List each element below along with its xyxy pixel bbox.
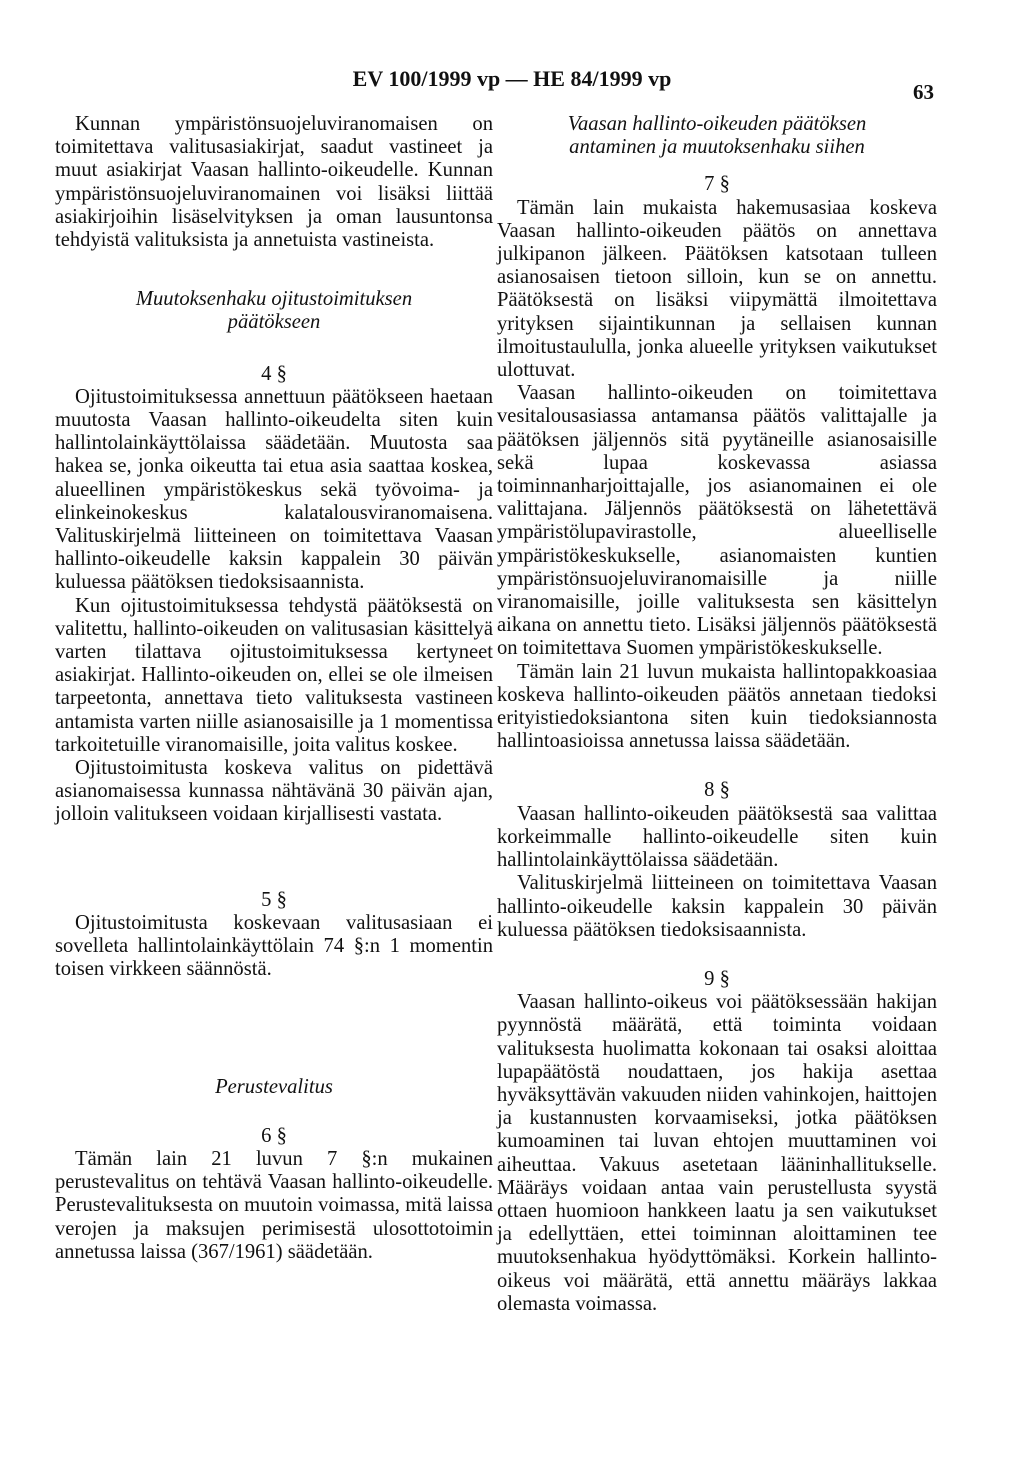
section-heading: Perustevalitus	[215, 1075, 333, 1098]
paragraph: Kun ojitustoimituksessa tehdystä päätöksestä on valitettu, hallinto-oikeuden on valitusasian käsittelyä varten tilattava ojitustoimituksessa kertyneet asiakirjat. Hallinto-oikeuden on, ellei se ole ilmeisen tarpeetonta, annettava tieto valituksesta vastineen antamista varten niille asianosaisille ja 1 momentissa tarkoitetuille viranomaisille, joita valitus koskee.	[55, 594, 493, 756]
document-reference: EV 100/1999 vp — HE 84/1999 vp	[352, 66, 672, 91]
section-number: 7 §	[704, 173, 730, 196]
section-number: 4 §	[261, 362, 287, 385]
page-number: 63	[913, 80, 934, 104]
paragraph: Ojitustoimituksessa annettuun päätökseen haetaan muutosta Vaasan hallinto-oikeudelta siten kuin hallintolainkäyttölaissa säädetään. Muutosta saa hakea se, jonka oikeutta tai etua asia saattaa koskea, alueellinen ympäristökeskus sekä työvoima- ja elinkeinokeskus kalatalousviranomaisena. Valituskirjelmä liitteineen on toimitettava Vaasan hallinto-oikeudelle kaksin kappalein 30 päivän kuluessa päätöksen tiedoksisaannista.	[55, 385, 493, 594]
paragraph: Kunnan ympäristönsuojeluviranomaisen on toimitettava valitusasiakirjat, saadut vastineet ja muut asiakirjat Vaasan hallinto-oikeudelle. Kunnan ympäristönsuojeluviranomainen voi lisäksi liittää asiakirjoihin lisäselvityksen ja oman lausuntonsa tehdyistä valituksista ja annetuista vastineista.	[55, 113, 493, 252]
section-number: 8 §	[704, 779, 730, 802]
paragraph: Vaasan hallinto-oikeuden päätöksestä saa valittaa korkeimmalle hallinto-oikeudelle siten kuin hallintolainkäyttölaissa säädetään.	[497, 802, 937, 872]
section-number: 5 §	[261, 888, 287, 911]
paragraph: Valituskirjelmä liitteineen on toimitettava Vaasan hallinto-oikeudelle kaksin kappalein 30 päivän kuluessa päätöksen tiedoksisaannista.	[497, 872, 937, 941]
section-number: 9 §	[704, 967, 730, 990]
section-heading: Muutoksenhaku ojitustoimituksen päätökseen	[135, 288, 413, 334]
paragraph: Tämän lain mukaista hakemusasiaa koskeva Vaasan hallinto-oikeuden päätös on annettava julkipanon jälkeen. Päätöksen katsotaan tulleen asianosaisen tietoon silloin, kun se on annettu. Päätöksestä on lisäksi viipymättä ilmoitettava yrityksen sijaintikunnan ja sellaisen kunnan ilmoitustaululla, jonka alueelle yrityksen vaikutukset ulottuvat.	[497, 196, 937, 382]
paragraph: Tämän lain 21 luvun 7 §:n mukainen perustevalitus on tehtävä Vaasan hallinto-oikeudelle. Perustevalituksesta on muutoin voimassa, mitä laissa verojen ja maksujen perimisestä ulosottotoimin annetussa laissa (367/1961) säädetään.	[55, 1147, 493, 1263]
paragraph: Ojitustoimitusta koskevaan valitusasiaan ei sovelleta hallintolainkäyttölain 74 §:n 1 momentin toisen virkkeen säännöstä.	[55, 911, 493, 981]
section-heading: Vaasan hallinto-oikeuden päätöksen antaminen ja muutoksenhaku siihen	[567, 113, 867, 159]
page-header	[0, 66, 1024, 106]
paragraph: Ojitustoimitusta koskeva valitus on pidettävä asianomaisessa kunnassa nähtävänä 30 päivän ajan, jolloin valitukseen voidaan kirjallisesti vastata.	[55, 757, 493, 826]
left-column	[55, 113, 493, 1264]
section-number: 6 §	[261, 1124, 287, 1147]
paragraph: Vaasan hallinto-oikeus voi päätöksessään hakijan pyynnöstä määrätä, että toiminta voidaan valituksesta huolimatta kokonaan tai osaksi aloittaa lupapäätöstä noudattaen, jos hakija asettaa hyväksyttävän vakuuden niiden vahinkojen, haittojen ja kustannusten korvaamiseksi, jotka päätöksen kumoaminen tai luvan ehtojen muuttaminen voi aiheuttaa. Vakuus asetetaan lääninhallitukselle. Määräys voidaan antaa vain perustellusta syystä ottaen huomioon hankkeen laatu ja sen vaikutukset ja edellyttäen, ettei toiminnan aloittaminen tee muutoksenhakua hyödyttömäksi. Korkein hallinto-oikeus voi määrätä, että annettu määräys lakkaa olemasta voimassa.	[497, 991, 937, 1315]
paragraph: Tämän lain 21 luvun mukaista hallintopakkoasiaa koskeva hallinto-oikeuden päätös annetaan tiedoksi erityistiedoksiantona siten kuin tiedoksiannosta hallintoasioissa annetussa laissa säädetään.	[497, 660, 937, 753]
paragraph: Vaasan hallinto-oikeuden on toimitettava vesitalousasiassa antamansa päätös valittajalle ja päätöksen jäljennös sitä pyytäneille asianosaisille sekä lupaa koskevassa asiassa toiminnanharjoittajalle, jos asianomainen ei ole valittajana. Jäljennös päätöksestä on lähetettävä ympäristölupavirastolle, alueelliselle ympäristökeskukselle, asianomaisten kuntien ympäristönsuojeluviranomaisille ja niille viranomaisille, joille valituksesta sen käsittelyn aikana on annettu tieto. Lisäksi jäljennös päätöksestä on toimitettava Suomen ympäristökeskukselle.	[497, 382, 937, 660]
right-column	[497, 113, 937, 1316]
